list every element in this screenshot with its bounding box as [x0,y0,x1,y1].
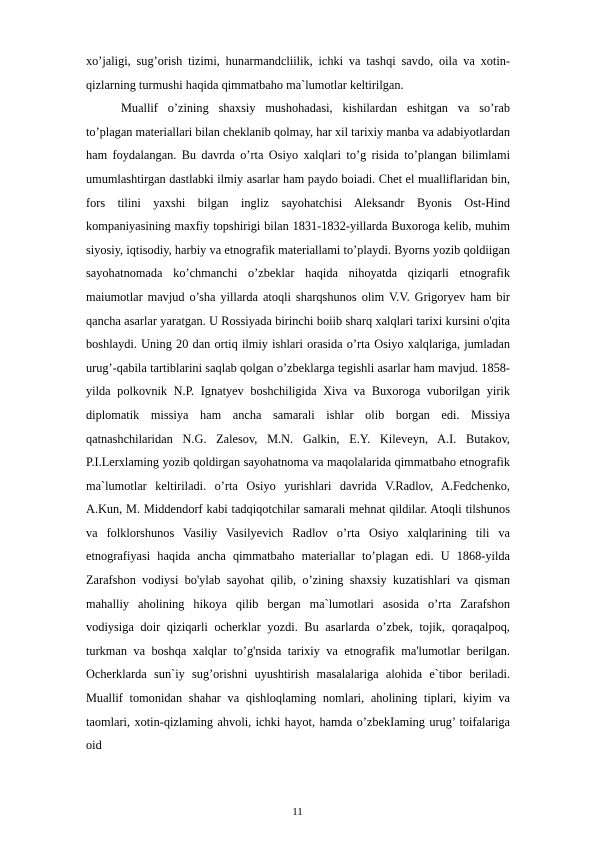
page-number: 11 [292,806,303,818]
document-page [86,50,510,758]
paragraph-main: Muallif o’zining shaxsiy mushohadasi, kishilardan eshitgan va so’rab to’plagan materiallari bilan cheklanib qolmay, har xil tarixiy manba va adabiyotlardan ham foydalangan. Bu davrda o’rta Osiyo xalqlari to’g risida to’plangan bilimlami umumlashtirgan dastlabki ilmiy asarlar ham paydo boiadi. Chet el mualliflaridan bin, fors tilini yaxshi bilgan ingliz sayohatchisi Aleksandr Byonis Ost-Hind kompaniyasining maxfiy topshirigi bilan 1831-1832-yillarda Buxoroga kelib, muhim siyosiy, iqtisodiy, harbiy va etnografik materiallami to’playdi. Byorns yozib qoldiigan sayohatnomada ko’chmanchi o’zbeklar haqida nihoyatda qiziqarli etnografik maiumotlar mavjud o’sha yillarda atoqli sharqshunos olim V.V. Grigoryev ham bir qancha asarlar yaratgan. U Rossiyada birinchi boiib sharq xalqlari tarixi kursini o'qita boshlaydi. Uning 20 dan ortiq ilmiy ishlari orasida o’rta Osiyo xalqlariga, jumladan urug’-qabila tartiblarini saqlab qolgan o’zbeklarga tegishli asarlar ham mavjud. 1858-yilda polkovnik N.P. Ignatyev boshchiligida Xiva va Buxoroga vuborilgan yirik diplomatik missiya ham ancha samarali ishlar olib borgan edi. Missiya qatnashchilaridan N.G. Zalesov, M.N. Galkin, E.Y. Kileveyn, A.I. Butakov, P.I.Lerxlaming yozib qoldirgan sayohatnoma va maqolalarida qimmatbaho etnografik ma`lumotlar keltiriladi. o’rta Osiyo yurishlari davrida V.Radlov, A.Fedchenko, A.Kun, M. Middendorf kabi tadqiqotchilar samarali mehnat qildilar. Atoqli tilshunos va folklorshunos Vasiliy Vasilyevich Radlov o’rta Osiyo xalqlarining tili va etnografiyasi haqida ancha qimmatbaho materiallar to’plagan edi. U 1868-yilda Zarafshon vodiysi bo'ylab sayohat qilib, o’zining shaxsiy kuzatishlari va qisman mahalliy aholining hikoya qilib bergan ma`lumotlari asosida o’rta Zarafshon vodiysiga doir qiziqarli ocherklar yozdi. Bu asarlarda o’zbek, tojik, qoraqalpoq, turkman va boshqa xalqlar to’g'nsida tarixiy va etnografik ma'lumotlar berilgan. Ocherklarda sun`iy sug’orishni uyushtirish masalalariga alohida e`tibor beriladi. Muallif tomonidan shahar va qishloqlaming nomlari, aholining tiplari, kiyim va taomlari, xotin-qizlaming ahvoli, ichki hayot, hamda o’zbekIaming urug’ toifalariga oid [86,101,510,753]
paragraph-continuation: xo’jaligi, sug’orish tizimi, hunarmandcliilik, ichki va tashqi savdo, oila va xotin-qizlarning turmushi haqida qimmatbaho ma`lumotlar keltirilgan. [86,54,510,92]
